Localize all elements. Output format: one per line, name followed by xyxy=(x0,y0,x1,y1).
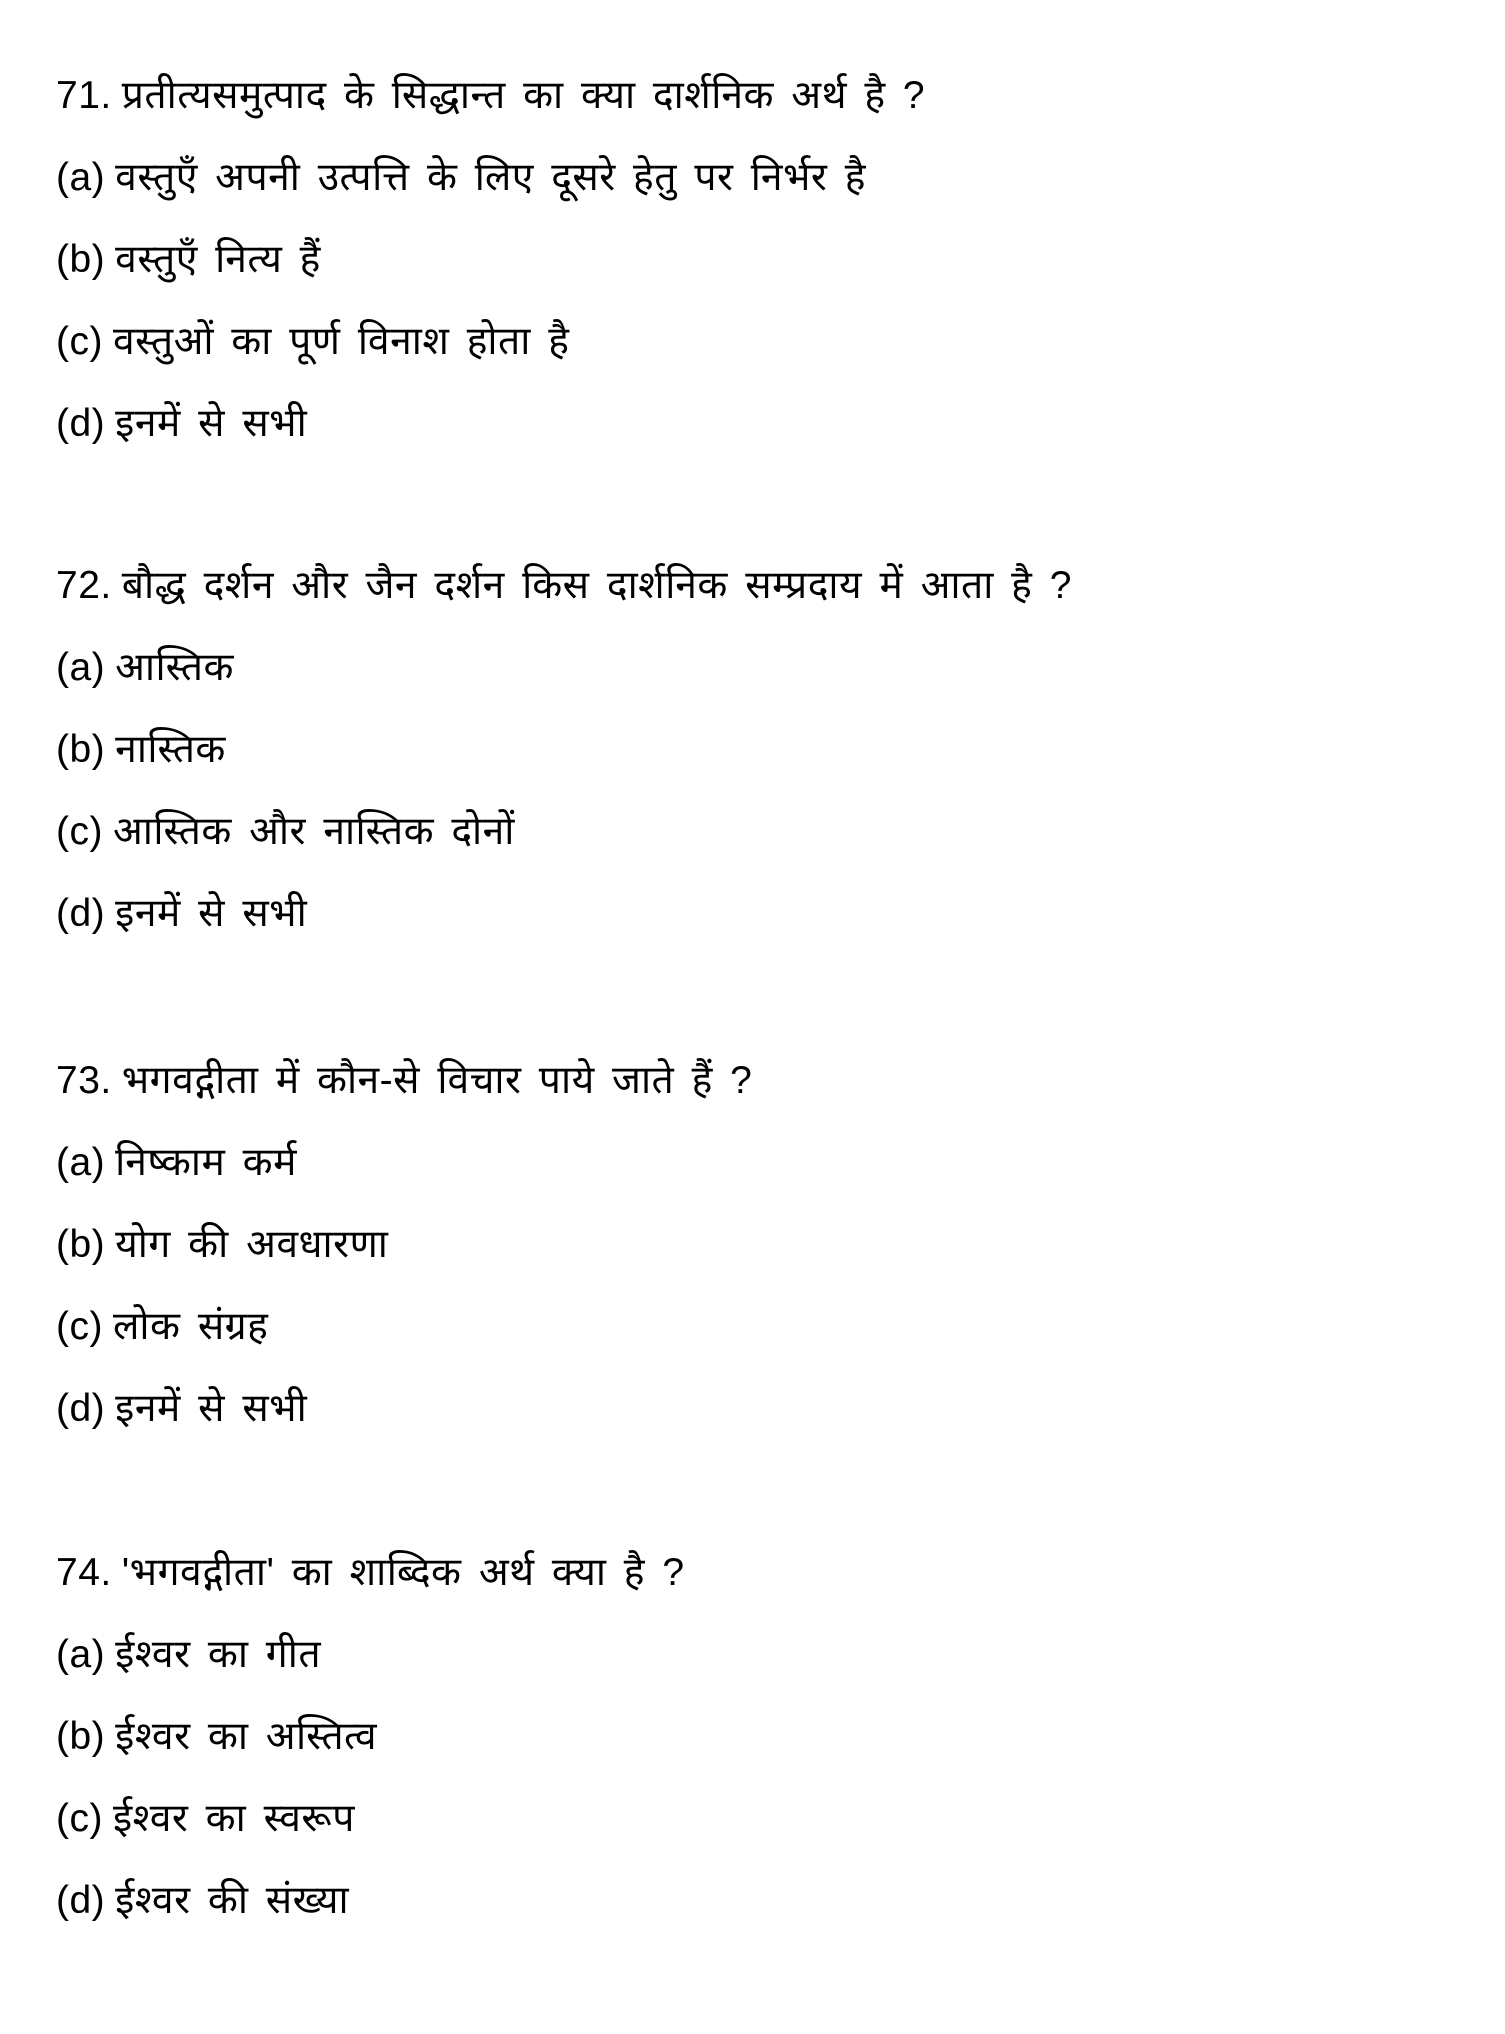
option-a xyxy=(56,137,1456,219)
option-text: वस्तुओं का पूर्ण विनाश होता है xyxy=(112,320,570,363)
option-label: (b) xyxy=(56,728,106,771)
option-a xyxy=(56,627,1456,709)
question-number: 71. xyxy=(56,74,112,117)
option-label: (a) xyxy=(56,646,106,689)
option-label: (a) xyxy=(56,1141,106,1184)
question-71 xyxy=(56,55,1456,465)
option-label: (d) xyxy=(56,402,106,445)
option-text: योग की अवधारणा xyxy=(115,1223,389,1266)
question-text: बौद्ध दर्शन और जैन दर्शन किस दार्शनिक सम्प्रदाय में आता है ? xyxy=(121,564,1072,607)
option-label: (d) xyxy=(56,1879,106,1922)
option-text: वस्तुएँ अपनी उत्पत्ति के लिए दूसरे हेतु पर निर्भर है xyxy=(115,156,866,199)
option-label: (b) xyxy=(56,238,106,281)
option-label: (d) xyxy=(56,892,106,935)
question-74 xyxy=(56,1532,1456,1942)
option-b xyxy=(56,709,1456,791)
option-b xyxy=(56,219,1456,301)
option-d xyxy=(56,383,1456,465)
question-73 xyxy=(56,1040,1456,1450)
option-text: ईश्वर की संख्या xyxy=(115,1879,350,1922)
option-label: (a) xyxy=(56,156,106,199)
option-label: (c) xyxy=(56,1797,103,1840)
option-a xyxy=(56,1614,1456,1696)
question-line xyxy=(56,1532,1456,1614)
option-c xyxy=(56,791,1456,873)
option-label: (b) xyxy=(56,1715,106,1758)
option-b xyxy=(56,1696,1456,1778)
option-text: आस्तिक और नास्तिक दोनों xyxy=(112,810,515,853)
option-label: (a) xyxy=(56,1633,106,1676)
option-label: (c) xyxy=(56,1305,103,1348)
option-label: (c) xyxy=(56,320,103,363)
option-text: लोक संग्रह xyxy=(112,1305,269,1348)
question-text: 'भगवद्गीता' का शाब्दिक अर्थ क्या है ? xyxy=(121,1551,685,1594)
option-d xyxy=(56,1860,1456,1942)
question-72 xyxy=(56,545,1456,955)
option-text: वस्तुएँ नित्य हैं xyxy=(115,238,321,281)
question-text: प्रतीत्यसमुत्पाद के सिद्धान्त का क्या दार्शनिक अर्थ है ? xyxy=(121,74,926,117)
option-text: ईश्वर का अस्तित्व xyxy=(115,1715,378,1758)
question-text: भगवद्गीता में कौन-से विचार पाये जाते हैं ? xyxy=(121,1059,753,1102)
option-c xyxy=(56,301,1456,383)
option-b xyxy=(56,1204,1456,1286)
option-text: इनमें से सभी xyxy=(115,892,308,935)
question-line xyxy=(56,55,1456,137)
option-text: निष्काम कर्म xyxy=(115,1141,297,1184)
option-c xyxy=(56,1286,1456,1368)
option-text: इनमें से सभी xyxy=(115,402,308,445)
option-text: नास्तिक xyxy=(115,728,226,771)
option-label: (b) xyxy=(56,1223,106,1266)
question-line xyxy=(56,545,1456,627)
option-a xyxy=(56,1122,1456,1204)
question-line xyxy=(56,1040,1456,1122)
question-number: 74. xyxy=(56,1551,112,1594)
option-label: (d) xyxy=(56,1387,106,1430)
option-d xyxy=(56,1368,1456,1450)
option-c xyxy=(56,1778,1456,1860)
option-d xyxy=(56,873,1456,955)
option-text: आस्तिक xyxy=(115,646,234,689)
option-text: ईश्वर का गीत xyxy=(115,1633,322,1676)
option-text: ईश्वर का स्वरूप xyxy=(112,1797,355,1840)
question-number: 73. xyxy=(56,1059,112,1102)
option-text: इनमें से सभी xyxy=(115,1387,308,1430)
question-number: 72. xyxy=(56,564,112,607)
option-label: (c) xyxy=(56,810,103,853)
